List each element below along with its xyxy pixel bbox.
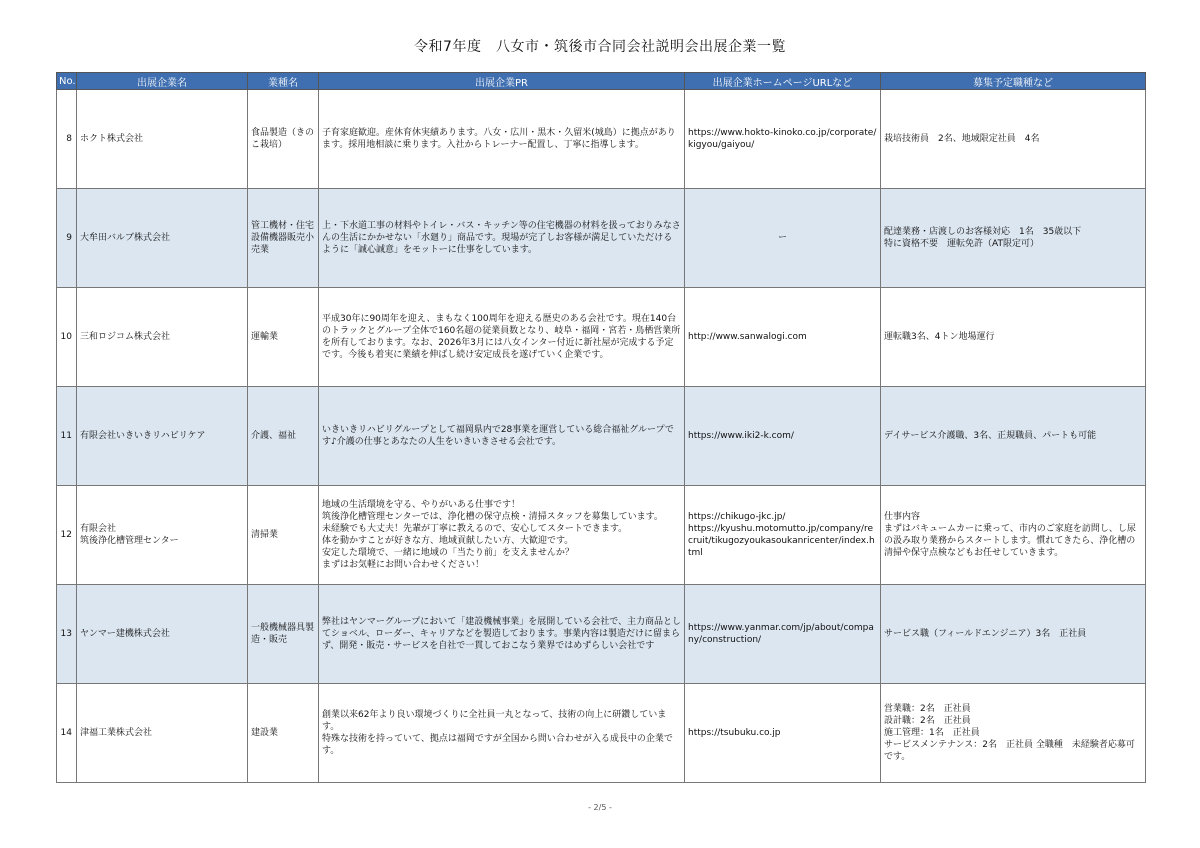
- row-company: 津福工業株式会社: [77, 684, 248, 783]
- header-no: No.: [57, 73, 77, 90]
- row-company: ヤンマー建機株式会社: [77, 585, 248, 684]
- row-no: 13: [57, 585, 77, 684]
- row-pr: 創業以来62年より良い環境づくりに全社員一丸となって、技術の向上に研鑽しています。 特殊な技術を持っていて、拠点は福岡ですが全国から問い合わせが入る成長中の企業です。: [319, 684, 685, 783]
- row-company: 大牟田バルブ株式会社: [77, 189, 248, 288]
- row-no: 10: [57, 288, 77, 387]
- row-pr: 平成30年に90周年を迎え、まもなく100周年を迎える歴史のある会社です。現在140台のトラックとグループ全体で160名超の従業員数となり、岐阜・福岡・宮若・鳥栖営業所を所有しております。なお、2026年3月には八女インター付近に新社屋が完成する予定です。今後も着実に業績を伸ばし続け安定成長を遂げていく企業です。: [319, 288, 685, 387]
- table-row: [57, 90, 1146, 189]
- row-company: 有限会社いきいきリハビリケア: [77, 387, 248, 486]
- header-pr: 出展企業PR: [319, 73, 685, 90]
- row-no: 8: [57, 90, 77, 189]
- row-company: 三和ロジコム株式会社: [77, 288, 248, 387]
- row-jobs: デイサービス介護職、3名、正規職員、パートも可能: [881, 387, 1146, 486]
- table-row: [57, 585, 1146, 684]
- header-jobs: 募集予定職種など: [881, 73, 1146, 90]
- exhibitor-table: [56, 72, 1146, 783]
- row-industry: 一般機械器具製造・販売: [248, 585, 319, 684]
- table-row: [57, 288, 1146, 387]
- row-pr: 子育家庭歓迎。産休育休実績あります。八女・広川・黒木・久留米(城島）に拠点があります。採用地相談に乗ります。入社からトレーナー配置し、丁寧に指導します。: [319, 90, 685, 189]
- row-jobs: 仕事内容 まずはバキュームカーに乗って、市内のご家庭を訪問し、し尿の汲み取り業務からスタートします。慣れてきたら、浄化槽の清掃や保守点検などもお任せしていきます。: [881, 486, 1146, 585]
- row-url: ー: [685, 189, 881, 288]
- table-row: [57, 387, 1146, 486]
- row-no: 12: [57, 486, 77, 585]
- row-company: 有限会社 筑後浄化槽管理センター: [77, 486, 248, 585]
- row-jobs: 配達業務・店渡しのお客様対応 1名 35歳以下 特に資格不要 運転免許（AT限定可）: [881, 189, 1146, 288]
- row-company: ホクト株式会社: [77, 90, 248, 189]
- page-number: - 2/5 -: [588, 803, 612, 812]
- header-row: [57, 73, 1146, 90]
- row-no: 9: [57, 189, 77, 288]
- row-url[interactable]: https://tsubuku.co.jp: [685, 684, 881, 783]
- row-no: 11: [57, 387, 77, 486]
- row-url[interactable]: http://www.sanwalogi.com: [685, 288, 881, 387]
- header-url: 出展企業ホームページURLなど: [685, 73, 881, 90]
- header-industry: 業種名: [248, 73, 319, 90]
- row-url[interactable]: https://www.hokto-kinoko.co.jp/corporate/kigyou/gaiyou/: [685, 90, 881, 189]
- row-url[interactable]: https://www.yanmar.com/jp/about/company/construction/: [685, 585, 881, 684]
- row-no: 14: [57, 684, 77, 783]
- row-jobs: 営業職：2名 正社員 設計職：2名 正社員 施工管理：1名 正社員 サービスメンテナンス：2名 正社員 全職種 未経験者応募可です。: [881, 684, 1146, 783]
- table-row: [57, 486, 1146, 585]
- row-pr: 弊社はヤンマーグループにおいて「建設機械事業」を展開している会社で、主力商品としてショベル、ローダー、キャリアなどを製造しております。事業内容は製造だけに留まらず、開発・販売・サービスを自社で一貫しておこなう業界ではめずらしい会社です: [319, 585, 685, 684]
- row-pr: いきいきリハビリグループとして福岡県内で28事業を運営している総合福祉グループです♪介護の仕事とあなたの人生をいきいきさせる会社です。: [319, 387, 685, 486]
- table-row: [57, 189, 1146, 288]
- page-title: 令和7年度 八女市・筑後市合同会社説明会出展企業一覧: [414, 39, 786, 55]
- row-industry: 運輸業: [248, 288, 319, 387]
- row-industry: 清掃業: [248, 486, 319, 585]
- row-jobs: 栽培技術員 2名、地域限定社員 4名: [881, 90, 1146, 189]
- row-url[interactable]: https://www.iki2-k.com/: [685, 387, 881, 486]
- row-industry: 建設業: [248, 684, 319, 783]
- row-jobs: 運転職3名、4トン地場運行: [881, 288, 1146, 387]
- header-company: 出展企業名: [77, 73, 248, 90]
- row-industry: 管工機材・住宅設備機器販売小売業: [248, 189, 319, 288]
- row-url[interactable]: https://chikugo-jkc.jp/ https://kyushu.motomutto.jp/company/recruit/tikugozyoukasoukanricenter/index.html: [685, 486, 881, 585]
- row-industry: 食品製造（きのこ栽培）: [248, 90, 319, 189]
- row-pr: 地域の生活環境を守る、やりがいある仕事です！ 筑後浄化槽管理センターでは、浄化槽の保守点検・清掃スタッフを募集しています。 未経験でも大丈夫！先輩が丁寧に教えるので、安心してスタートできます。 体を動かすことが好きな方、地域貢献したい方、大歓迎です。 安定した環境で、一緒に地域の「当たり前」を支えませんか？ まずはお気軽にお問い合わせください！: [319, 486, 685, 585]
- row-jobs: サービス職（フィールドエンジニア）3名 正社員: [881, 585, 1146, 684]
- row-pr: 上・下水道工事の材料やトイレ・バス・キッチン等の住宅機器の材料を扱っておりみなさんの生活にかかせない「水廻り」商品です。現場が完了しお客様が満足していただけるように「誠心誠意」をモットーに仕事をしています。: [319, 189, 685, 288]
- table-row: [57, 684, 1146, 783]
- row-industry: 介護、福祉: [248, 387, 319, 486]
